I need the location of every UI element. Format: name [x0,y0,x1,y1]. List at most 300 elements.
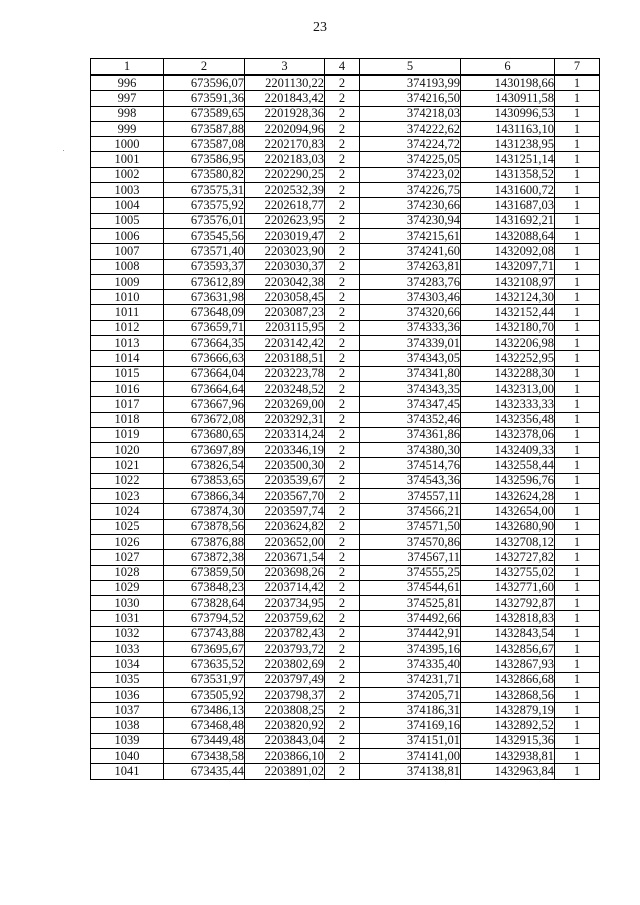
table-cell-col-2: 673866,34 [164,489,245,504]
table-cell-col-4: 2 [325,397,360,412]
table-cell-col-3: 2203891,02 [245,764,325,779]
table-cell-col-2: 673743,88 [164,626,245,641]
table-cell-col-7: 1 [555,749,600,764]
table-cell-col-3: 2203030,37 [245,259,325,274]
table-cell-col-7: 1 [555,550,600,565]
table-cell-col-6: 1432252,95 [461,351,555,366]
table-cell-col-1: 1029 [91,580,164,595]
table-cell-col-4: 2 [325,75,360,91]
table-cell-col-5: 374263,81 [360,259,461,274]
table-row [91,152,600,167]
table-row [91,351,600,366]
table-cell-col-2: 673794,52 [164,611,245,626]
table-cell-col-1: 1027 [91,550,164,565]
table-cell-col-3: 2202183,03 [245,152,325,167]
table-row [91,397,600,412]
table-cell-col-2: 673591,36 [164,91,245,106]
table-row [91,336,600,351]
table-cell-col-6: 1432124,30 [461,290,555,305]
table-cell-col-7: 1 [555,565,600,580]
table-cell-col-4: 2 [325,764,360,779]
table-cell-col-4: 2 [325,412,360,427]
table-cell-col-4: 2 [325,733,360,748]
table-row [91,198,600,213]
table-cell-col-4: 2 [325,244,360,259]
table-cell-col-2: 673589,65 [164,106,245,121]
table-cell-col-5: 374186,31 [360,703,461,718]
table-row [91,534,600,549]
table-cell-col-3: 2203808,25 [245,703,325,718]
table-cell-col-3: 2203797,49 [245,672,325,687]
table-cell-col-1: 1034 [91,657,164,672]
table-cell-col-2: 673695,67 [164,641,245,656]
table-cell-col-2: 673576,01 [164,213,245,228]
table-cell-col-7: 1 [555,381,600,396]
table-cell-col-4: 2 [325,427,360,442]
table-row [91,274,600,289]
table-cell-col-1: 1025 [91,519,164,534]
table-cell-col-2: 673848,23 [164,580,245,595]
table-cell-col-5: 374333,36 [360,320,461,335]
table-cell-col-7: 1 [555,596,600,611]
table-cell-col-2: 673575,92 [164,198,245,213]
table-row [91,550,600,565]
table-cell-col-2: 673648,09 [164,305,245,320]
table-row [91,733,600,748]
table-cell-col-5: 374169,16 [360,718,461,733]
table-cell-col-2: 673672,08 [164,412,245,427]
table-row [91,657,600,672]
table-row [91,611,600,626]
table-cell-col-4: 2 [325,443,360,458]
table-body [91,75,600,779]
column-header-2: 2 [164,59,245,76]
table-cell-col-1: 1022 [91,473,164,488]
table-cell-col-5: 374567,11 [360,550,461,565]
table-row [91,626,600,641]
table-cell-col-3: 2203652,00 [245,534,325,549]
table-row [91,703,600,718]
table-cell-col-5: 374138,81 [360,764,461,779]
table-cell-col-4: 2 [325,473,360,488]
coordinates-table [90,58,600,780]
table-cell-col-4: 2 [325,580,360,595]
table-row [91,458,600,473]
table-cell-col-5: 374442,91 [360,626,461,641]
table-cell-col-3: 2203866,10 [245,749,325,764]
table-cell-col-3: 2202170,83 [245,137,325,152]
table-cell-col-3: 2203698,26 [245,565,325,580]
table-cell-col-3: 2203188,51 [245,351,325,366]
table-cell-col-7: 1 [555,305,600,320]
table-cell-col-6: 1432654,00 [461,504,555,519]
table-cell-col-5: 374224,72 [360,137,461,152]
table-cell-col-2: 673664,35 [164,336,245,351]
table-cell-col-3: 2203802,69 [245,657,325,672]
table-cell-col-2: 673575,31 [164,183,245,198]
table-row [91,137,600,152]
table-cell-col-5: 374543,36 [360,473,461,488]
table-cell-col-3: 2202618,77 [245,198,325,213]
table-cell-col-6: 1432868,56 [461,687,555,702]
table-cell-col-5: 374230,66 [360,198,461,213]
table-row [91,596,600,611]
table-cell-col-3: 2202532,39 [245,183,325,198]
table-cell-col-4: 2 [325,259,360,274]
table-cell-col-2: 673826,54 [164,458,245,473]
table-cell-col-1: 1033 [91,641,164,656]
table-cell-col-3: 2203292,31 [245,412,325,427]
table-cell-col-5: 374571,50 [360,519,461,534]
table-cell-col-1: 1005 [91,213,164,228]
table-cell-col-5: 374352,46 [360,412,461,427]
table-cell-col-3: 2201130,22 [245,75,325,91]
table-cell-col-5: 374230,94 [360,213,461,228]
table-cell-col-1: 998 [91,106,164,121]
table-cell-col-6: 1432558,44 [461,458,555,473]
column-header-5: 5 [360,59,461,76]
table-cell-col-2: 673872,38 [164,550,245,565]
table-cell-col-1: 1015 [91,366,164,381]
table-cell-col-7: 1 [555,106,600,121]
table-row [91,749,600,764]
table-cell-col-7: 1 [555,228,600,243]
table-cell-col-5: 374395,16 [360,641,461,656]
table-cell-col-5: 374555,25 [360,565,461,580]
table-row [91,121,600,136]
column-header-7: 7 [555,59,600,76]
table-cell-col-7: 1 [555,580,600,595]
table-cell-col-2: 673596,07 [164,75,245,91]
table-cell-col-3: 2203042,38 [245,274,325,289]
table-cell-col-3: 2202623,95 [245,213,325,228]
table-cell-col-1: 1023 [91,489,164,504]
table-cell-col-7: 1 [555,167,600,182]
table-cell-col-4: 2 [325,91,360,106]
table-cell-col-3: 2203500,30 [245,458,325,473]
table-cell-col-7: 1 [555,274,600,289]
table-cell-col-3: 2202094,96 [245,121,325,136]
table-cell-col-4: 2 [325,550,360,565]
table-row [91,366,600,381]
table-cell-col-3: 2203782,43 [245,626,325,641]
table-cell-col-4: 2 [325,641,360,656]
table-cell-col-5: 374215,61 [360,228,461,243]
table-cell-col-2: 673438,58 [164,749,245,764]
table-cell-col-6: 1432818,83 [461,611,555,626]
table-cell-col-6: 1432596,76 [461,473,555,488]
table-cell-col-4: 2 [325,458,360,473]
table-cell-col-5: 374341,80 [360,366,461,381]
table-row [91,687,600,702]
table-cell-col-2: 673545,56 [164,228,245,243]
table-cell-col-4: 2 [325,274,360,289]
table-cell-col-4: 2 [325,687,360,702]
table-row [91,504,600,519]
table-cell-col-2: 673580,82 [164,167,245,182]
table-cell-col-7: 1 [555,473,600,488]
table-cell-col-6: 1432152,44 [461,305,555,320]
table-cell-col-2: 673876,88 [164,534,245,549]
table-cell-col-7: 1 [555,244,600,259]
table-cell-col-4: 2 [325,183,360,198]
table-cell-col-5: 374492,66 [360,611,461,626]
table-cell-col-1: 1008 [91,259,164,274]
table-cell-col-5: 374343,05 [360,351,461,366]
table-cell-col-5: 374361,86 [360,427,461,442]
table-cell-col-6: 1431358,52 [461,167,555,182]
table-cell-col-7: 1 [555,213,600,228]
table-cell-col-3: 2203346,19 [245,443,325,458]
table-header-row [91,59,600,76]
table-cell-col-4: 2 [325,228,360,243]
table-row [91,290,600,305]
table-cell-col-1: 997 [91,91,164,106]
table-cell-col-4: 2 [325,213,360,228]
table-cell-col-2: 673571,40 [164,244,245,259]
table-cell-col-6: 1432409,33 [461,443,555,458]
table-cell-col-3: 2203087,23 [245,305,325,320]
table-cell-col-1: 1018 [91,412,164,427]
table-cell-col-5: 374225,05 [360,152,461,167]
table-cell-col-5: 374347,45 [360,397,461,412]
table-cell-col-4: 2 [325,198,360,213]
table-row [91,381,600,396]
table-cell-col-3: 2203820,92 [245,718,325,733]
table-cell-col-1: 1020 [91,443,164,458]
table-cell-col-3: 2203567,70 [245,489,325,504]
table-cell-col-2: 673664,04 [164,366,245,381]
table-cell-col-1: 1021 [91,458,164,473]
table-cell-col-1: 1032 [91,626,164,641]
table-cell-col-4: 2 [325,106,360,121]
table-cell-col-6: 1432755,02 [461,565,555,580]
table-cell-col-4: 2 [325,504,360,519]
table-cell-col-4: 2 [325,489,360,504]
table-cell-col-1: 1003 [91,183,164,198]
table-cell-col-3: 2203793,72 [245,641,325,656]
table-row [91,473,600,488]
table-cell-col-2: 673859,50 [164,565,245,580]
table-cell-col-5: 374566,21 [360,504,461,519]
table-cell-col-2: 673659,71 [164,320,245,335]
table-cell-col-1: 1040 [91,749,164,764]
table-row [91,580,600,595]
table-cell-col-1: 1024 [91,504,164,519]
table-cell-col-7: 1 [555,657,600,672]
table-cell-col-7: 1 [555,198,600,213]
table-cell-col-5: 374193,99 [360,75,461,91]
table-row [91,641,600,656]
table-cell-col-4: 2 [325,137,360,152]
table-cell-col-6: 1432097,71 [461,259,555,274]
table-cell-col-3: 2203269,00 [245,397,325,412]
table-row [91,167,600,182]
table-row [91,259,600,274]
table-cell-col-1: 1006 [91,228,164,243]
table-cell-col-6: 1430911,58 [461,91,555,106]
table-cell-col-1: 1038 [91,718,164,733]
table-cell-col-3: 2202290,25 [245,167,325,182]
table-cell-col-1: 1037 [91,703,164,718]
table-cell-col-1: 1012 [91,320,164,335]
table-cell-col-3: 2203539,67 [245,473,325,488]
table-cell-col-1: 1039 [91,733,164,748]
table-cell-col-6: 1432092,08 [461,244,555,259]
table-cell-col-6: 1432680,90 [461,519,555,534]
table-cell-col-4: 2 [325,290,360,305]
table-cell-col-4: 2 [325,611,360,626]
table-cell-col-3: 2203115,95 [245,320,325,335]
table-cell-col-1: 1026 [91,534,164,549]
table-cell-col-5: 374303,46 [360,290,461,305]
table-cell-col-1: 1017 [91,397,164,412]
table-cell-col-7: 1 [555,687,600,702]
table-cell-col-6: 1432356,48 [461,412,555,427]
table-cell-col-1: 1030 [91,596,164,611]
table-cell-col-2: 673587,88 [164,121,245,136]
table-cell-col-5: 374231,71 [360,672,461,687]
table-cell-col-6: 1432727,82 [461,550,555,565]
table-cell-col-5: 374343,35 [360,381,461,396]
table-cell-col-7: 1 [555,336,600,351]
table-row [91,228,600,243]
table-cell-col-7: 1 [555,611,600,626]
table-cell-col-3: 2201843,42 [245,91,325,106]
table-row [91,672,600,687]
table-cell-col-2: 673468,48 [164,718,245,733]
table-cell-col-7: 1 [555,351,600,366]
table-row [91,75,600,91]
table-cell-col-3: 2203798,37 [245,687,325,702]
table-cell-col-7: 1 [555,427,600,442]
table-cell-col-1: 1007 [91,244,164,259]
table-cell-col-1: 1001 [91,152,164,167]
table-cell-col-1: 1014 [91,351,164,366]
table-cell-col-1: 1004 [91,198,164,213]
table-cell-col-1: 1011 [91,305,164,320]
column-header-1: 1 [91,59,164,76]
table-cell-col-7: 1 [555,489,600,504]
table-row [91,489,600,504]
table-cell-col-7: 1 [555,534,600,549]
column-header-4: 4 [325,59,360,76]
table-cell-col-7: 1 [555,626,600,641]
table-cell-col-2: 673853,65 [164,473,245,488]
table-cell-col-4: 2 [325,718,360,733]
table-row [91,519,600,534]
table-row [91,106,600,121]
table-row [91,443,600,458]
table-cell-col-7: 1 [555,91,600,106]
table-row [91,305,600,320]
table-cell-col-5: 374283,76 [360,274,461,289]
table-cell-col-6: 1432206,98 [461,336,555,351]
table-cell-col-2: 673593,37 [164,259,245,274]
table-cell-col-6: 1432333,33 [461,397,555,412]
table-cell-col-2: 673586,95 [164,152,245,167]
table-cell-col-4: 2 [325,534,360,549]
table-cell-col-4: 2 [325,596,360,611]
table-cell-col-4: 2 [325,351,360,366]
table-cell-col-1: 1028 [91,565,164,580]
table-cell-col-3: 2203597,74 [245,504,325,519]
table-cell-col-2: 673664,64 [164,381,245,396]
table-cell-col-5: 374151,01 [360,733,461,748]
table-cell-col-6: 1432288,30 [461,366,555,381]
table-cell-col-7: 1 [555,121,600,136]
table-cell-col-1: 1002 [91,167,164,182]
table-cell-col-6: 1432938,81 [461,749,555,764]
table-row [91,718,600,733]
table-cell-col-7: 1 [555,641,600,656]
table-cell-col-1: 1036 [91,687,164,702]
table-cell-col-2: 673828,64 [164,596,245,611]
table-cell-col-6: 1432624,28 [461,489,555,504]
table-cell-col-2: 673667,96 [164,397,245,412]
table-cell-col-4: 2 [325,519,360,534]
table-cell-col-6: 1432792,87 [461,596,555,611]
table-cell-col-6: 1432915,36 [461,733,555,748]
table-cell-col-7: 1 [555,152,600,167]
table-cell-col-7: 1 [555,290,600,305]
table-cell-col-7: 1 [555,137,600,152]
table-cell-col-7: 1 [555,733,600,748]
table-cell-col-2: 673587,08 [164,137,245,152]
table-cell-col-5: 374222,62 [360,121,461,136]
table-cell-col-1: 1000 [91,137,164,152]
table-cell-col-1: 1031 [91,611,164,626]
table-cell-col-5: 374205,71 [360,687,461,702]
table-cell-col-6: 1432867,93 [461,657,555,672]
table-cell-col-5: 374320,66 [360,305,461,320]
table-row [91,91,600,106]
table-cell-col-5: 374557,11 [360,489,461,504]
table-cell-col-7: 1 [555,259,600,274]
table-cell-col-6: 1432866,68 [461,672,555,687]
table-cell-col-6: 1431238,95 [461,137,555,152]
table-cell-col-5: 374241,60 [360,244,461,259]
table-cell-col-6: 1431687,03 [461,198,555,213]
table-cell-col-2: 673874,30 [164,504,245,519]
table-cell-col-5: 374544,61 [360,580,461,595]
table-cell-col-2: 673505,92 [164,687,245,702]
column-header-3: 3 [245,59,325,76]
table-cell-col-1: 996 [91,75,164,91]
table-row [91,565,600,580]
table-cell-col-6: 1432378,06 [461,427,555,442]
table-cell-col-7: 1 [555,672,600,687]
table-cell-col-1: 1009 [91,274,164,289]
table-row [91,213,600,228]
table-cell-col-2: 673666,63 [164,351,245,366]
table-cell-col-6: 1431163,10 [461,121,555,136]
table-cell-col-6: 1430198,66 [461,75,555,91]
table-cell-col-7: 1 [555,320,600,335]
table-cell-col-7: 1 [555,718,600,733]
table-cell-col-4: 2 [325,703,360,718]
table-cell-col-2: 673435,44 [164,764,245,779]
table-cell-col-2: 673680,65 [164,427,245,442]
table-cell-col-1: 1041 [91,764,164,779]
table-cell-col-7: 1 [555,366,600,381]
table-row [91,764,600,779]
table-cell-col-3: 2203058,45 [245,290,325,305]
table-cell-col-4: 2 [325,749,360,764]
table-cell-col-6: 1432843,54 [461,626,555,641]
table-cell-col-7: 1 [555,75,600,91]
table-cell-col-6: 1432108,97 [461,274,555,289]
